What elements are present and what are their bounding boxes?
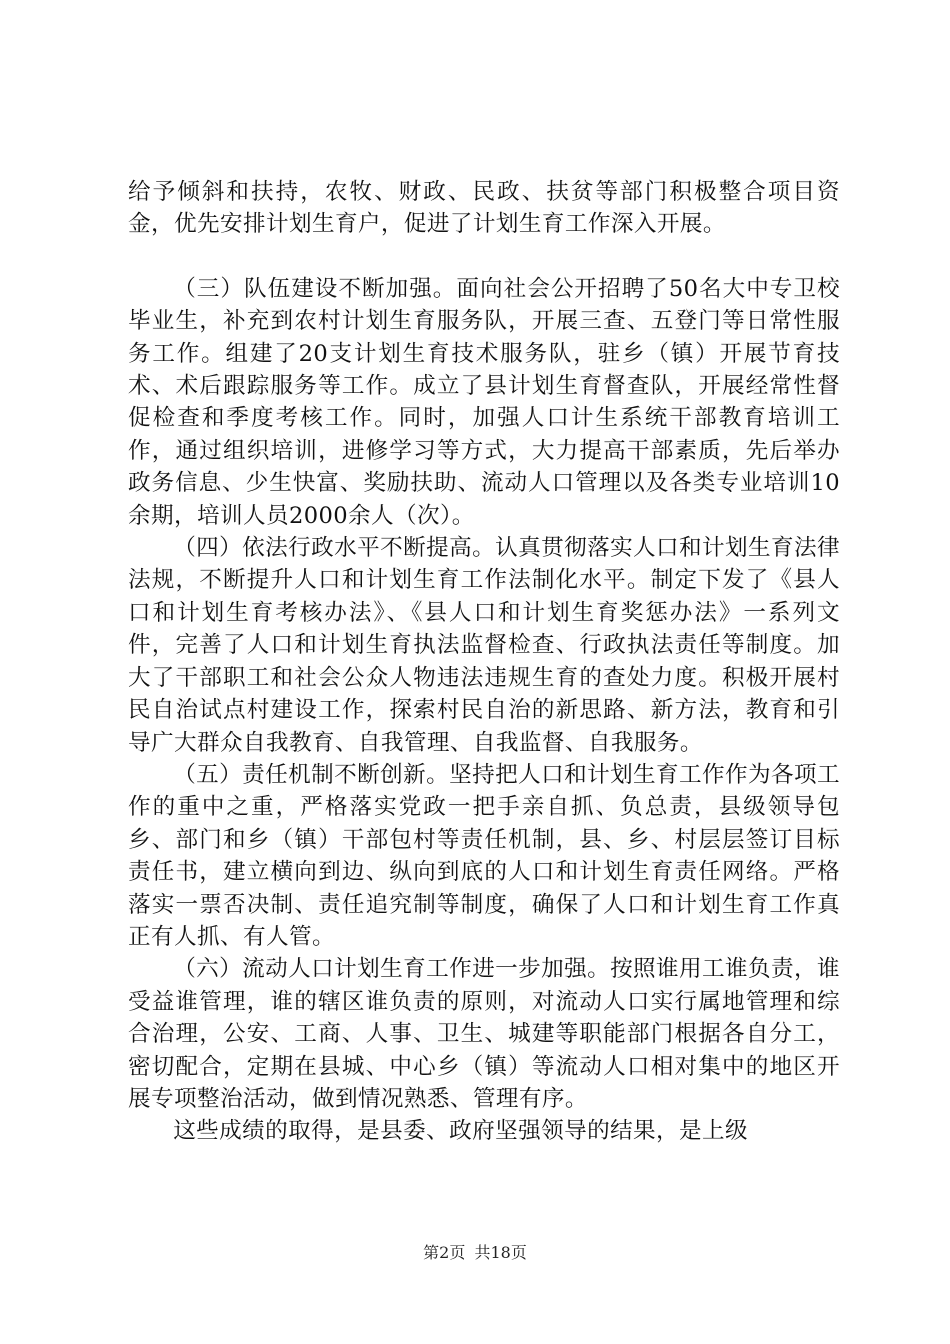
- paragraph-team-building: （三）队伍建设不断加强。面向社会公开招聘了50名大中专卫校毕业生，补充到农村计划生育服务队，开展三查、五登门等日常性服务工作。组建了20支计划生育技术服务队，驻乡（镇）开展节育技术、术后跟踪服务等工作。成立了县计划生育督查队，开展经常性督促检查和季度考核工作。同时，加强人口计生系统干部教育培训工作，通过组织培训，进修学习等方式，大力提高干部素质，先后举办政务信息、少生快富、奖励扶助、流动人口管理以及各类专业培训10余期，培训人员2000余人（次）。: [128, 275, 840, 529]
- paragraph-floating-population: （六）流动人口计划生育工作进一步加强。按照谁用工谁负责，谁受益谁管理，谁的辖区谁负责的原则，对流动人口实行属地管理和综合治理，公安、工商、人事、卫生、城建等职能部门根据各自分工，密切配合，定期在县城、中心乡（镇）等流动人口相对集中的地区开展专项整治活动，做到情况熟悉、管理有序。: [128, 956, 841, 1112]
- paragraph-responsibility-mechanism: （五）责任机制不断创新。坚持把人口和计划生育工作作为各项工作的重中之重，严格落实党政一把手亲自抓、负总责，县级领导包乡、部门和乡（镇）干部包村等责任机制，县、乡、村层层签订目标责任书，建立横向到边、纵向到底的人口和计划生育责任网络。严格落实一票否决制、责任追究制等制度，确保了人口和计划生育工作真正有人抓、有人管。: [128, 761, 841, 950]
- page-total: 共18页: [474, 1243, 527, 1262]
- paragraph-achievements: 这些成绩的取得，是县委、政府坚强领导的结果，是上级: [173, 1118, 749, 1145]
- paragraph-continuation: 给予倾斜和扶持，农牧、财政、民政、扶贫等部门积极整合项目资金，优先安排计划生育户，促进了计划生育工作深入开展。: [128, 179, 840, 238]
- document-body: [128, 176, 840, 1148]
- page-footer: [0, 1243, 950, 1263]
- page-number: 第2页: [423, 1243, 466, 1262]
- paragraph-law-administration: （四）依法行政水平不断提高。认真贯彻落实人口和计划生育法律法规，不断提升人口和计划生育工作法制化水平。制定下发了《县人口和计划生育考核办法》、《县人口和计划生育奖惩办法》一系列文件，完善了人口和计划生育执法监督检查、行政执法责任等制度。加大了干部职工和社会公众人物违法违规生育的查处力度。积极开展村民自治试点村建设工作，探索村民自治的新思路、新方法，教育和引导广大群众自我教育、自我管理、自我监督、自我服务。: [128, 535, 841, 756]
